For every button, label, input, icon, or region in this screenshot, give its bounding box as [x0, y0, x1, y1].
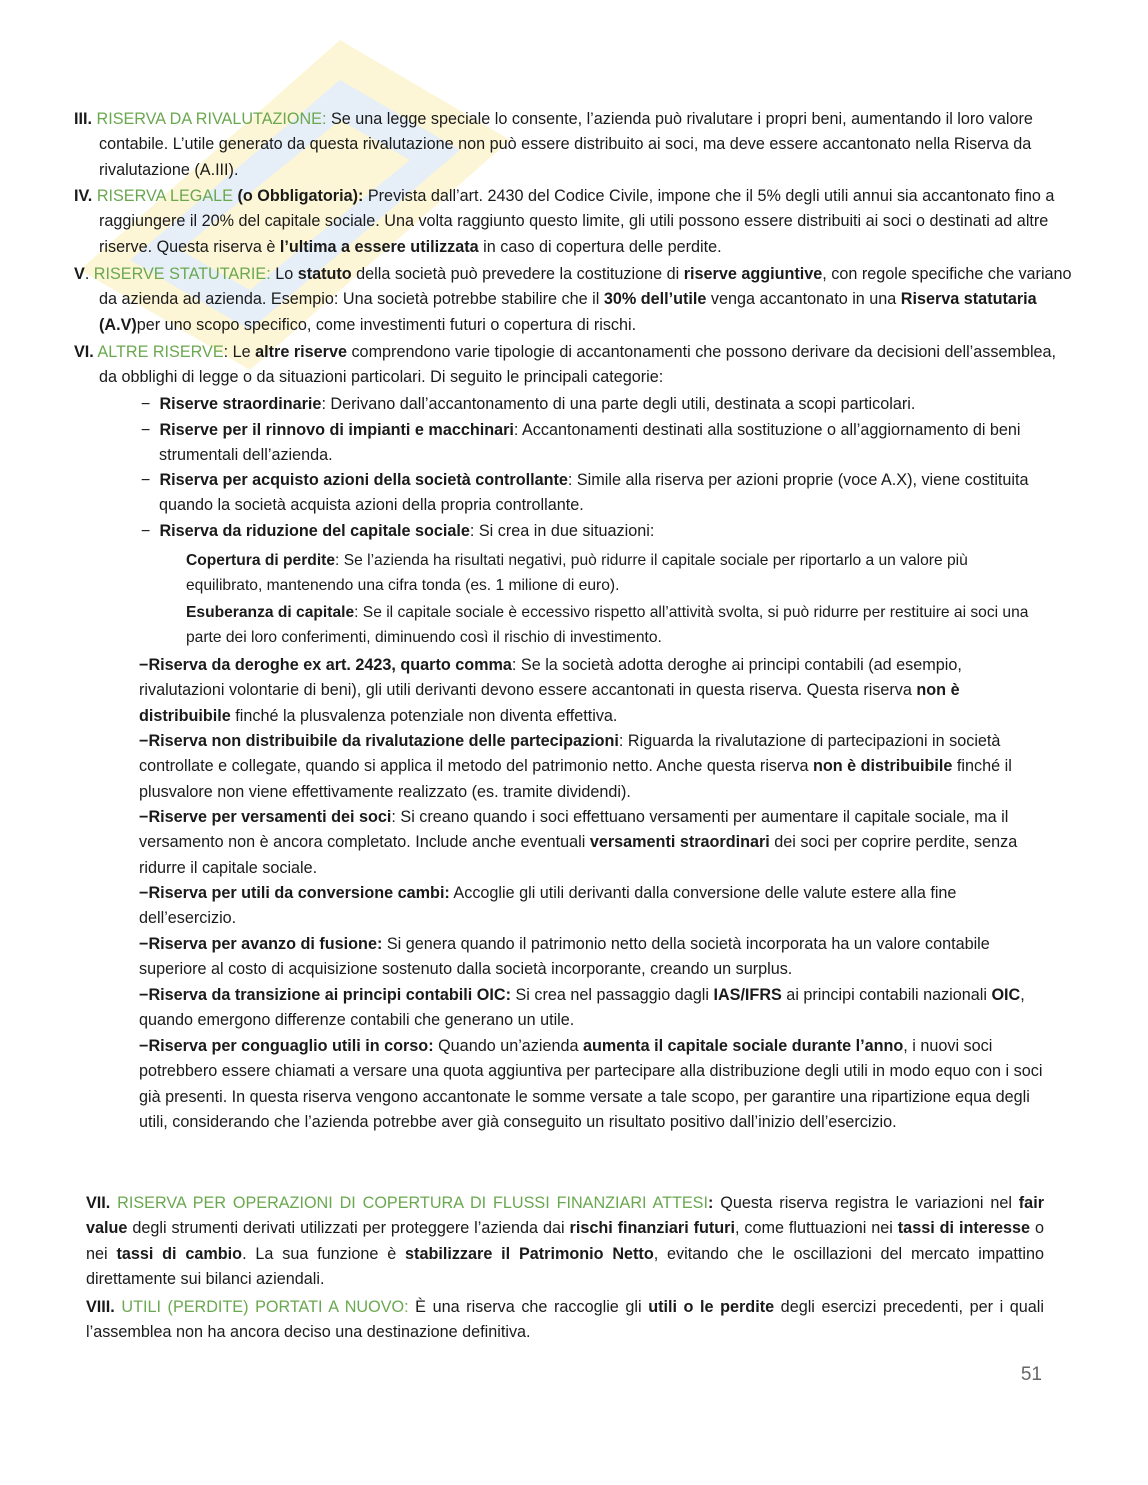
- bold-text: −Riserva per avanzo di fusione:: [139, 935, 383, 953]
- section-text: . La sua funzione è: [242, 1244, 406, 1263]
- bold-text: (o Obbligatoria):: [232, 187, 364, 205]
- item-text: ai principi contabili nazionali: [781, 986, 992, 1004]
- bold-text: fair value: [86, 1194, 1044, 1238]
- section-v: [74, 262, 1075, 338]
- item-text: : Se il capitale sociale è eccessivo rispetto all’attività svolta, si può ridurre per restituire ai soci una parte dei loro conferimenti, diminuendo così il rischio di investimento.: [186, 604, 1029, 647]
- list-item: [141, 519, 1059, 544]
- bold-text: non è distribuibile: [813, 757, 953, 776]
- section-number: IV.: [74, 187, 93, 205]
- bold-text: versamenti straordinari: [589, 833, 770, 852]
- bold-text: 30% dell’utile: [603, 290, 707, 309]
- item-text: : Derivano dall’accantonamento di una parte degli utili, destinata a scopi particolari.: [321, 395, 916, 413]
- section-iv: [74, 184, 1075, 260]
- bold-text: IAS/IFRS: [713, 986, 782, 1004]
- section-title: RISERVA LEGALE: [96, 187, 233, 205]
- section-text: , evitando che le oscillazioni del mercato impattino direttamente sui bilanci aziendali.: [86, 1244, 1044, 1289]
- section-text: degli strumenti derivati utilizzati per proteggere l’azienda dai: [127, 1219, 570, 1238]
- bold-text: altre riserve: [255, 343, 347, 361]
- section-title: RISERVA PER OPERAZIONI DI COPERTURA DI FLUSSI FINANZIARI ATTESI: [110, 1194, 708, 1212]
- section-number: VI.: [74, 343, 94, 361]
- section-number: III.: [74, 110, 92, 128]
- section-title: RISERVE STATUTARIE:: [89, 265, 271, 283]
- section-number: VIII.: [86, 1298, 115, 1316]
- bold-text: OIC: [991, 986, 1021, 1004]
- bold-text: Riserva da riduzione del capitale sociale: [159, 522, 470, 540]
- bold-text: −Riserve per versamenti dei soci: [139, 808, 392, 826]
- list-item: [141, 418, 1059, 469]
- bold-text: aumenta il capitale sociale durante l’anno: [583, 1037, 904, 1055]
- item-text: : Se la società adotta deroghe ai principi contabili (ad esempio, rivalutazioni volontarie di beni), gli utili derivanti devono essere accantonati in questa riserva. Questa riserva: [139, 656, 962, 700]
- item-text: , i nuovi soci potrebbero essere chiamati a versare una quota aggiuntiva per partecipare alla distribuzione degli utili in modo equo con i soci già presenti. In questa riserva vengono accantonate le somme versate a tale scopo, per garantire una ripartizione equa degli utili, considerando che l’azienda potrebbe aver già conseguito un risultato positivo dall’inizio dell’esercizio.: [139, 1037, 1043, 1132]
- bold-text: Riserva statutaria (A.V): [99, 290, 1037, 334]
- dash-bullet: −: [141, 471, 151, 489]
- section-vii: [86, 1191, 1044, 1293]
- bold-text: −Riserva da transizione ai principi contabili OIC:: [139, 986, 511, 1004]
- bold-text: tassi di interesse: [897, 1219, 1031, 1238]
- section-dot: .: [84, 265, 90, 283]
- section-text: comprendono varie tipologie di accantonamenti che possono derivare da decisioni dell’assemblea, da obblighi di legge o da situazioni particolari. Di seguito le principali categorie:: [99, 343, 1057, 387]
- bold-text: l’ultima a essere utilizzata: [279, 237, 479, 256]
- bold-text: Esuberanza di capitale: [186, 604, 355, 621]
- section-text: Prevista dall’art. 2430 del Codice Civile, impone che il 5% degli utili annui sia accantonato fino a raggiungere il 20% del capitale sociale. Una volta raggiunto questo limite, gli utili possono essere distribuiti ai soci o destinati ad altre riserve. Questa riserva è: [99, 187, 1055, 256]
- bold-text: non è distribuibile: [139, 681, 960, 725]
- dash-bullet: −: [141, 421, 151, 439]
- dash-bullet: −: [141, 395, 151, 413]
- section-number: VII.: [86, 1194, 111, 1212]
- reserve-item: [139, 932, 1045, 983]
- section-text: , come fluttuazioni nei: [734, 1219, 898, 1238]
- item-text: : Si creano quando i soci effettuano versamenti per aumentare il capitale sociale, ma il versamento non è ancora completato. Include anche eventuali: [139, 808, 1009, 852]
- item-text: : Accantonamenti destinati alla sostituzione o all’aggiornamento di beni strumentali dell’azienda.: [159, 421, 1021, 465]
- bold-text: −Riserva non distribuibile da rivalutazione delle partecipazioni: [139, 732, 619, 750]
- bold-text: −Riserva da deroghe ex art. 2423, quarto comma: [139, 656, 512, 674]
- item-text: Accoglie gli utili derivanti dalla conversione delle valute estere alla fine dell’esercizio.: [139, 884, 957, 928]
- section-text: Se una legge speciale lo consente, l’azienda può rivalutare i propri beni, aumentando il loro valore contabile. L’utile generato da questa rivalutazione non può essere distribuito ai soci, ma deve essere accantonato nella Riserva da rivalutazione (A.III).: [99, 110, 1033, 179]
- item-text: Quando un’azienda: [433, 1037, 583, 1055]
- item-text: : Se l’azienda ha risultati negativi, può ridurre il capitale sociale per riportarlo a un valore più equilibrato, mantenendo una cifra tonda (es. 1 milione di euro).: [186, 552, 968, 595]
- bold-text: Riserve per il rinnovo di impianti e macchinari: [159, 421, 514, 439]
- section-title: RISERVA DA RIVALUTAZIONE:: [96, 110, 327, 128]
- section-text: per uno scopo specifico, come investimenti futuri o copertura di rischi.: [136, 315, 637, 334]
- section-viii: [86, 1295, 1044, 1346]
- bold-text: −Riserva per conguaglio utili in corso:: [139, 1037, 434, 1055]
- section-text: : Le: [223, 343, 256, 361]
- section-vi: [74, 340, 1075, 391]
- reserve-item: [139, 881, 1045, 932]
- reserve-item: [139, 1034, 1045, 1136]
- bold-text: tassi di cambio: [116, 1244, 243, 1263]
- reserve-item: [139, 983, 1045, 1034]
- bold-text: :: [707, 1194, 714, 1212]
- bold-text: rischi finanziari futuri: [569, 1219, 735, 1238]
- section-text: , con regole specifiche che variano da azienda ad azienda. Esempio: Una società potrebbe stabilire che il: [99, 265, 1072, 309]
- bold-text: Riserve straordinarie: [159, 395, 322, 413]
- section-text: Questa riserva registra le variazioni nel: [713, 1194, 1019, 1212]
- section-text: della società può prevedere la costituzione di: [351, 265, 684, 283]
- section-text: Lo: [270, 265, 298, 283]
- sub-item: [186, 548, 1044, 599]
- page-number: 51: [1020, 1364, 1042, 1385]
- list-item: [141, 392, 1059, 417]
- section-text: È una riserva che raccoglie gli: [408, 1298, 649, 1316]
- bold-text: statuto: [297, 265, 352, 283]
- reserve-item: [139, 729, 1045, 805]
- section-text: in caso di copertura delle perdite.: [478, 237, 722, 256]
- section-text: venga accantonato in una: [706, 290, 901, 309]
- reserve-item: [139, 653, 1045, 729]
- item-text: : Riguarda la rivalutazione di partecipazioni in società controllate e collegate, quando si applica il metodo del patrimonio netto. Anche questa riserva: [139, 732, 1001, 776]
- bold-text: riserve aggiuntive: [683, 265, 823, 283]
- bold-text: Copertura di perdite: [186, 552, 336, 569]
- section-iii: [74, 107, 1075, 183]
- item-text: finché il plusvalore non viene effettivamente realizzato (es. tramite dividendi).: [139, 757, 1012, 801]
- bold-text: Riserva per acquisto azioni della società controllante: [159, 471, 568, 489]
- section-title: UTILI (PERDITE) PORTATI A NUOVO:: [114, 1298, 409, 1316]
- item-text: , quando emergono differenze contabili che generano un utile.: [139, 986, 1025, 1030]
- sub-item: [186, 600, 1044, 651]
- item-text: : Simile alla riserva per azioni proprie (voce A.X), viene costituita quando la società acquista azioni della propria controllante.: [159, 471, 1029, 515]
- section-number: V: [74, 265, 85, 283]
- dash-bullet: −: [141, 522, 151, 540]
- item-text: dei soci per coprire perdite, senza ridurre il capitale sociale.: [139, 833, 1018, 877]
- bold-text: stabilizzare il Patrimonio Netto: [405, 1244, 654, 1263]
- item-text: : Si crea in due situazioni:: [469, 522, 655, 540]
- item-text: finché la plusvalenza potenziale non diventa effettiva.: [230, 706, 618, 725]
- section-text: o nei: [86, 1219, 1044, 1263]
- section-text: degli esercizi precedenti, per i quali l’assemblea non ha ancora deciso una destinazione definitiva.: [86, 1298, 1044, 1342]
- bold-text: utili o le perdite: [648, 1298, 775, 1316]
- item-text: Si genera quando il patrimonio netto della società incorporata ha un valore contabile superiore al costo di acquisizione sostenuto dalla società incorporante, creando un surplus.: [139, 935, 990, 979]
- reserve-item: [139, 805, 1045, 881]
- list-item: [141, 468, 1059, 519]
- item-text: Si crea nel passaggio dagli: [510, 986, 714, 1004]
- bold-text: −Riserva per utili da conversione cambi:: [139, 884, 450, 902]
- section-title: ALTRE RISERVE: [93, 343, 224, 361]
